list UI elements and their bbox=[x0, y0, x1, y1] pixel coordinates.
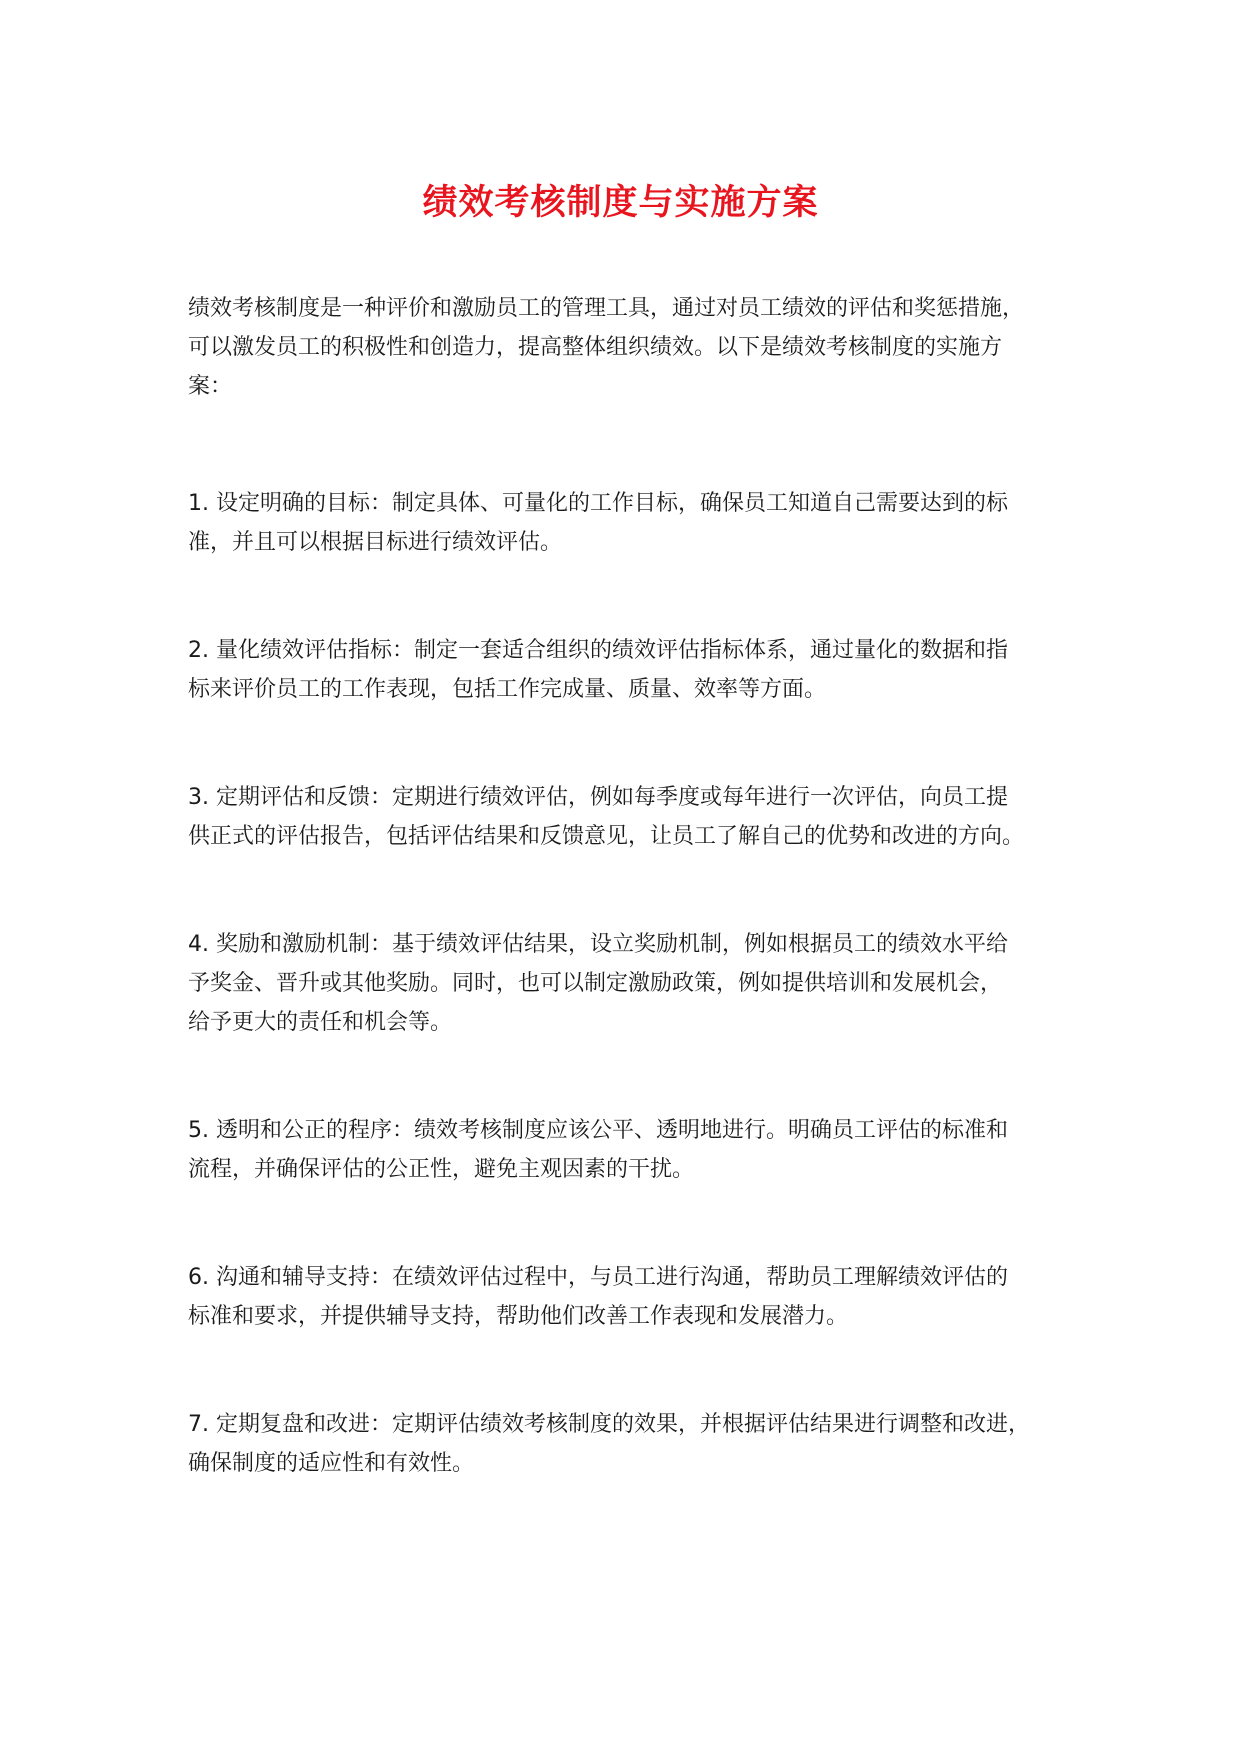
document-body bbox=[188, 289, 1083, 1483]
list-item-3 bbox=[188, 778, 1083, 856]
text-line: 3. 定期评估和反馈：定期进行绩效评估，例如每季度或每年进行一次评估，向员工提 bbox=[188, 785, 1008, 810]
list-item-4 bbox=[188, 925, 1083, 1042]
text-line: 6. 沟通和辅导支持：在绩效评估过程中，与员工进行沟通，帮助员工理解绩效评估的 bbox=[188, 1265, 1008, 1290]
text-line: 4. 奖励和激励机制：基于绩效评估结果，设立奖励机制，例如根据员工的绩效水平给 bbox=[188, 932, 1008, 957]
document-title: 绩效考核制度与实施方案 bbox=[422, 183, 819, 223]
intro-paragraph bbox=[188, 289, 1083, 406]
text-line: 标来评价员工的工作表现，包括工作完成量、质量、效率等方面。 bbox=[188, 677, 827, 702]
text-line: 1. 设定明确的目标：制定具体、可量化的工作目标，确保员工知道自己需要达到的标 bbox=[188, 491, 1008, 516]
text-line: 予奖金、晋升或其他奖励。同时，也可以制定激励政策，例如提供培训和发展机会， bbox=[188, 971, 1003, 996]
text-line: 案： bbox=[188, 374, 233, 399]
text-line: 准，并且可以根据目标进行绩效评估。 bbox=[188, 530, 563, 555]
list-item-1 bbox=[188, 484, 1083, 562]
list-item-5 bbox=[188, 1111, 1083, 1189]
text-line: 2. 量化绩效评估指标：制定一套适合组织的绩效评估指标体系，通过量化的数据和指 bbox=[188, 638, 1008, 663]
text-line: 供正式的评估报告，包括评估结果和反馈意见，让员工了解自己的优势和改进的方向。 bbox=[188, 824, 1025, 849]
text-line: 绩效考核制度是一种评价和激励员工的管理工具，通过对员工绩效的评估和奖惩措施， bbox=[188, 296, 1025, 321]
list-item-7 bbox=[188, 1405, 1083, 1483]
list-item-2 bbox=[188, 631, 1083, 709]
text-line: 流程，并确保评估的公正性，避免主观因素的干扰。 bbox=[188, 1157, 695, 1182]
text-line: 给予更大的责任和机会等。 bbox=[188, 1010, 453, 1035]
text-line: 5. 透明和公正的程序：绩效考核制度应该公平、透明地进行。明确员工评估的标准和 bbox=[188, 1118, 1008, 1143]
text-line: 标准和要求，并提供辅导支持，帮助他们改善工作表现和发展潜力。 bbox=[188, 1304, 849, 1329]
text-line: 确保制度的适应性和有效性。 bbox=[188, 1451, 475, 1476]
list-item-6 bbox=[188, 1258, 1083, 1336]
text-line: 7. 定期复盘和改进：定期评估绩效考核制度的效果，并根据评估结果进行调整和改进， bbox=[188, 1412, 1030, 1437]
text-line: 可以激发员工的积极性和创造力，提高整体组织绩效。以下是绩效考核制度的实施方 bbox=[188, 335, 1003, 360]
